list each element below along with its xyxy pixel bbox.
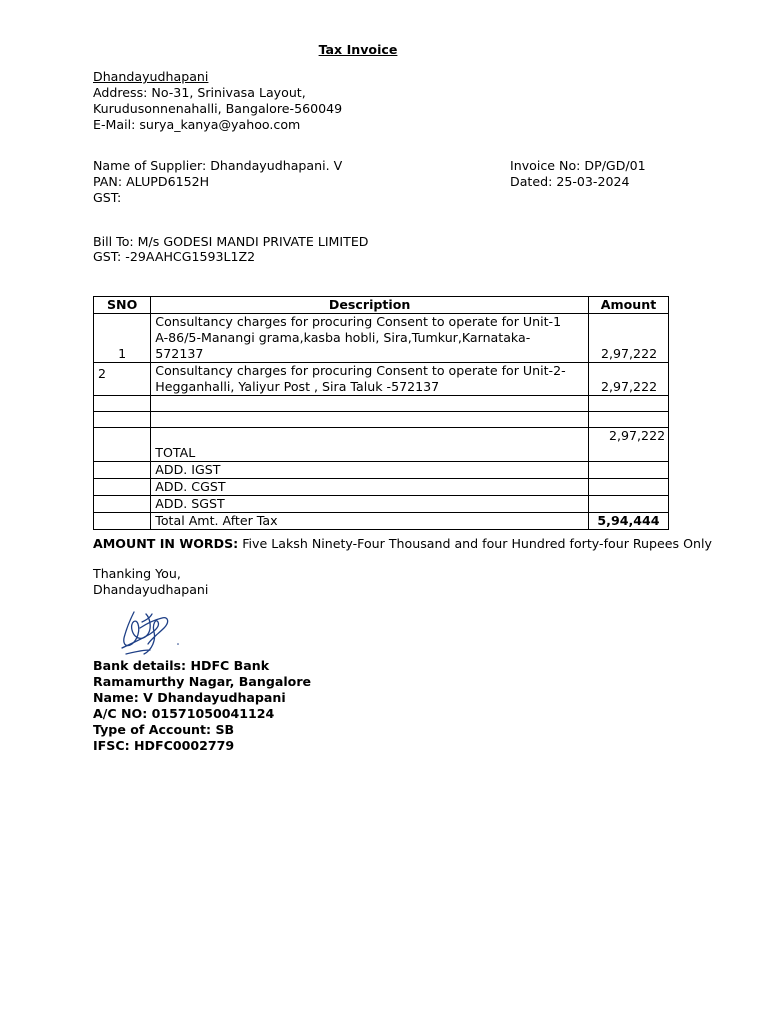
amount-in-words: [93, 536, 712, 552]
table-row: [94, 363, 669, 396]
igst-label: ADD. IGST: [151, 462, 589, 479]
cgst-row: [94, 479, 669, 496]
pan-number: PAN: ALUPD6152H: [93, 174, 210, 189]
total-label: TOTAL: [151, 428, 589, 462]
supplier-gst: GST:: [93, 190, 122, 205]
table-row: [94, 314, 669, 363]
row-description: [151, 314, 589, 363]
description-line: Consultancy charges for procuring Consent to operate for Unit-2-: [155, 363, 566, 378]
amount-in-words-label: AMOUNT IN WORDS:: [93, 536, 239, 551]
address-line-2: Kurudusonnenahalli, Bangalore-560049: [93, 101, 343, 116]
description-line: 572137: [155, 346, 204, 361]
table-header-row: [94, 297, 669, 314]
row-description: [151, 363, 589, 396]
header-amount: Amount: [589, 297, 669, 314]
bank-branch: Ramamurthy Nagar, Bangalore: [93, 674, 312, 689]
email-line: E-Mail: surya_kanya@yahoo.com: [93, 117, 301, 132]
total-amount: 2,97,222: [589, 428, 669, 462]
sgst-label: ADD. SGST: [151, 496, 589, 513]
bill-to-gst: GST: -29AAHCG1593L1Z2: [93, 249, 256, 264]
empty-row: [94, 396, 669, 412]
amount-in-words-value: Five Laksh Ninety-Four Thousand and four Hundred forty-four Rupees Only: [242, 536, 712, 551]
signature-image: [112, 604, 192, 660]
account-holder-name: Name: V Dhandayudhapani: [93, 690, 286, 705]
ifsc-code: IFSC: HDFC0002779: [93, 738, 235, 753]
after-tax-amount: 5,94,444: [589, 513, 669, 530]
after-tax-label: Total Amt. After Tax: [151, 513, 589, 530]
row-amount: 2,97,222: [589, 363, 669, 396]
cgst-label: ADD. CGST: [151, 479, 589, 496]
address-line-1: Address: No-31, Srinivasa Layout,: [93, 85, 306, 100]
description-line: A-86/5-Manangi grama,kasba hobli, Sira,Tumkur,Karnataka-: [155, 330, 531, 345]
sgst-row: [94, 496, 669, 513]
bill-to: Bill To: M/s GODESI MANDI PRIVATE LIMITED: [93, 234, 369, 249]
igst-row: [94, 462, 669, 479]
account-number: A/C NO: 01571050041124: [93, 706, 275, 721]
supplier-name-heading: Dhandayudhapani: [93, 69, 209, 84]
closing-name: Dhandayudhapani: [93, 582, 209, 597]
row-sno: 2: [94, 363, 151, 396]
header-sno: SNO: [94, 297, 151, 314]
thanking-text: Thanking You,: [93, 566, 181, 581]
invoice-date: Dated: 25-03-2024: [510, 174, 630, 189]
after-tax-row: [94, 513, 669, 530]
bank-details: Bank details: HDFC Bank: [93, 658, 270, 673]
invoice-title: Tax Invoice: [318, 42, 398, 57]
account-type: Type of Account: SB: [93, 722, 235, 737]
supplier-name: Name of Supplier: Dhandayudhapani. V: [93, 158, 343, 173]
invoice-number: Invoice No: DP/GD/01: [510, 158, 646, 173]
total-row: [94, 428, 669, 462]
row-sno: 1: [94, 314, 151, 363]
empty-row: [94, 412, 669, 428]
header-description: Description: [151, 297, 589, 314]
row-amount: 2,97,222: [589, 314, 669, 363]
invoice-table: [93, 296, 669, 530]
description-line: Hegganhalli, Yaliyur Post , Sira Taluk -572137: [155, 379, 440, 394]
description-line: Consultancy charges for procuring Consent to operate for Unit-1: [155, 314, 562, 329]
